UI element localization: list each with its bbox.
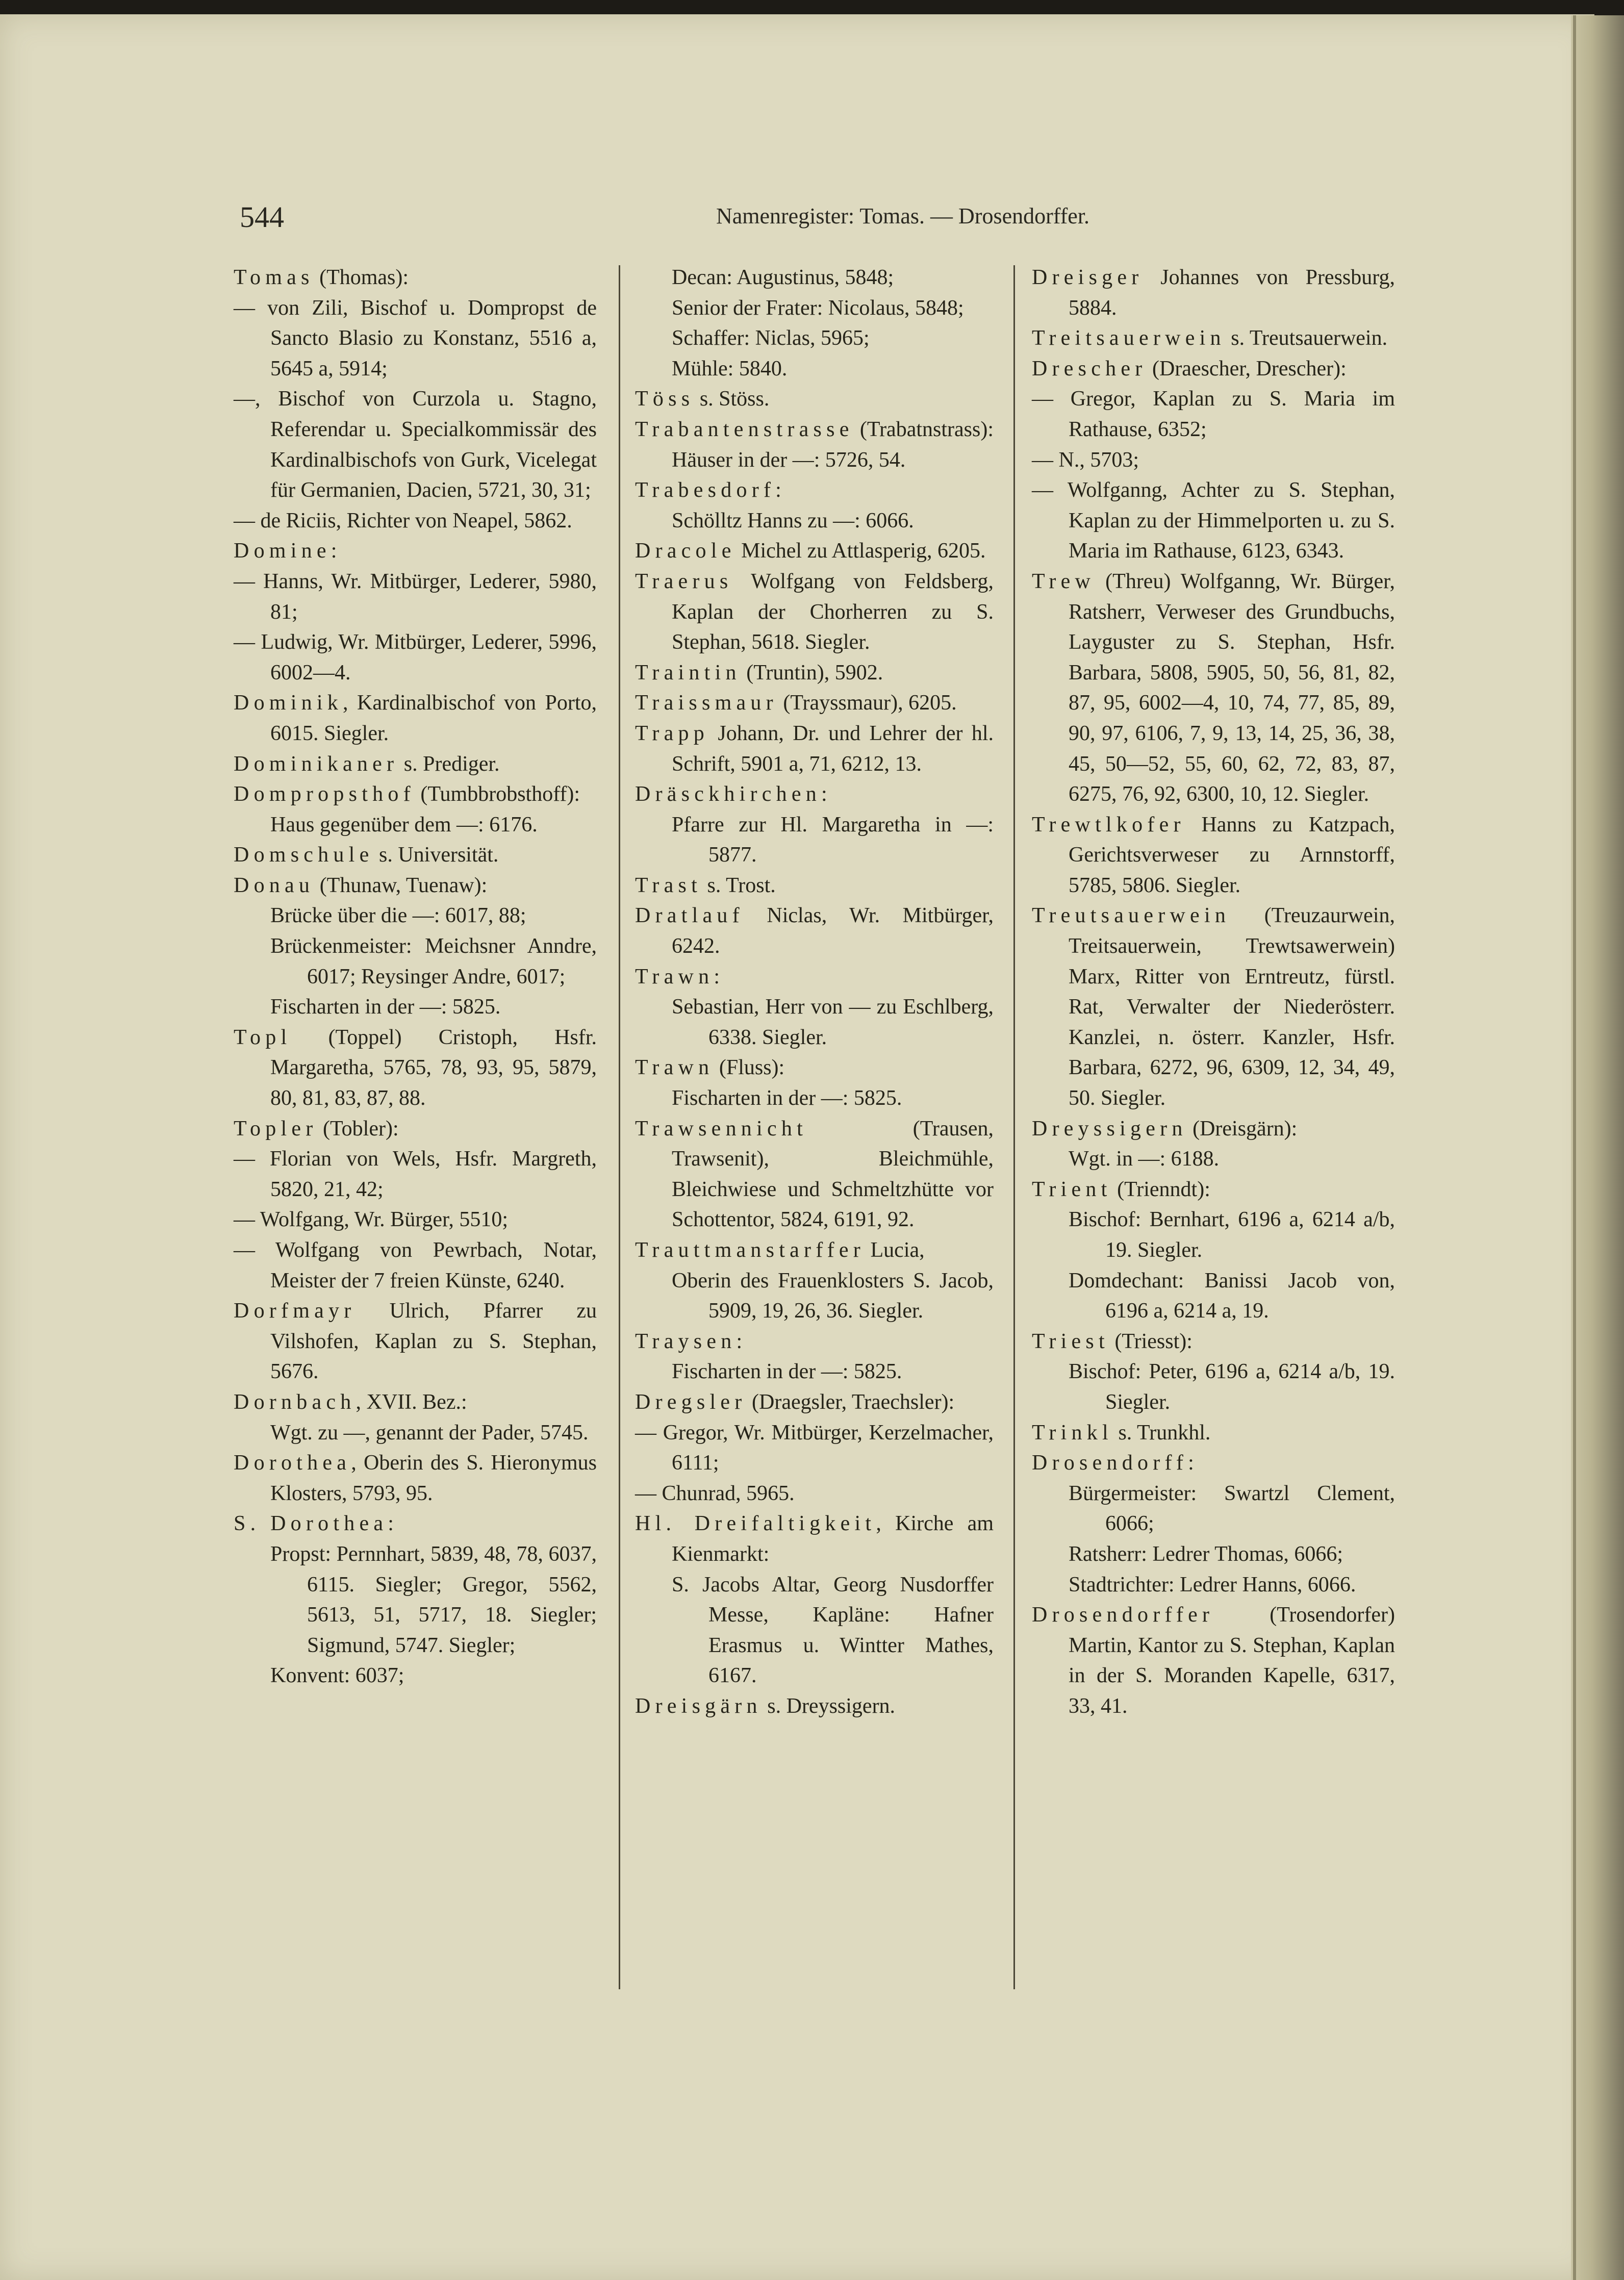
entry-text: Johannes von Pressburg, 5884. bbox=[1069, 266, 1395, 320]
entry-headword: Drosendorff bbox=[1032, 1451, 1188, 1475]
entry-text: : bbox=[1188, 1451, 1194, 1475]
entry-text: (Dreisgärn): bbox=[1187, 1117, 1298, 1141]
entry-text: (Trayssmaur), 6205. bbox=[777, 691, 957, 715]
entry-headword: Dorfmayr bbox=[234, 1299, 356, 1323]
entry-headword: Dreisger bbox=[1032, 266, 1144, 289]
entry-headword: Trabantenstrasse bbox=[635, 417, 854, 441]
index-subentry: — Wolfgang, Wr. Bürger, 5510; bbox=[234, 1208, 509, 1232]
entry-text: , Kirche am Kienmarkt: bbox=[672, 1512, 994, 1566]
entry-headword: Trawsennicht bbox=[635, 1117, 807, 1141]
entry-headword: Drescher bbox=[1032, 357, 1147, 381]
index-subentry: Brückenmeister: Meichsner Anndre, 6017; Reysinger Andre, 6017; bbox=[270, 934, 597, 989]
index-entry bbox=[234, 749, 597, 780]
index-subentry: Stadtrichter: Ledrer Hanns, 6066. bbox=[1069, 1573, 1356, 1597]
index-entry bbox=[234, 1509, 597, 1539]
entry-text: (Triesst): bbox=[1109, 1329, 1192, 1353]
index-entry bbox=[234, 1448, 597, 1509]
index-entry bbox=[635, 779, 994, 810]
index-subentry: Fischarten in der —: 5825. bbox=[672, 1360, 902, 1384]
index-subentry: — Gregor, Wr. Mitbürger, Kerzelmacher, 6111; bbox=[635, 1421, 994, 1475]
page-header bbox=[240, 200, 1398, 241]
entry-headword: Trapp bbox=[635, 721, 709, 745]
entry-headword: Traerus bbox=[635, 569, 733, 593]
index-entry bbox=[234, 1387, 597, 1418]
index-entry bbox=[635, 567, 994, 658]
index-subentry: —, Bischof von Curzola u. Stagno, Referendar u. Specialkommissär des Kardinalbischofs von Gurk, Vicelegat für Germanien, Dacien, 5721, 30, 31; bbox=[234, 387, 597, 502]
entry-text: Lucia, bbox=[865, 1238, 925, 1262]
index-subentry: Wgt. zu —, genannt der Pader, 5745. bbox=[270, 1421, 589, 1445]
index-subentry: Bischof: Bernhart, 6196 a, 6214 a/b, 19. Siegler. bbox=[1069, 1208, 1395, 1262]
entry-text: , Kardinalbischof von Porto, 6015. Siegler. bbox=[270, 691, 597, 745]
index-entry bbox=[635, 1114, 994, 1235]
index-subentry: Propst: Pernnhart, 5839, 48, 78, 6037, 6115. Siegler; Gregor, 5562, 5613, 51, 5717, 18. Siegler; Sigmund, 5747. Siegler; bbox=[270, 1542, 597, 1657]
entry-text: s. Treutsauerwein. bbox=[1225, 326, 1388, 350]
entry-headword: Donau bbox=[234, 873, 315, 897]
entry-headword: Trauttmanstarffer bbox=[635, 1238, 866, 1262]
index-entry bbox=[635, 1053, 994, 1083]
index-entry bbox=[635, 658, 994, 689]
entry-headword: Dorothea bbox=[234, 1451, 351, 1475]
entry-text: : bbox=[388, 1512, 394, 1536]
index-column-2 bbox=[635, 263, 994, 1722]
index-entry bbox=[234, 1296, 597, 1387]
index-subentry: Ratsherr: Ledrer Thomas, 6066; bbox=[1069, 1542, 1343, 1566]
index-entry bbox=[635, 1509, 994, 1569]
index-entry bbox=[234, 871, 597, 901]
index-column-1 bbox=[234, 263, 597, 1691]
entry-headword: Dratlauf bbox=[635, 904, 744, 928]
entry-text: : bbox=[821, 782, 827, 806]
index-entry bbox=[1032, 1600, 1395, 1721]
entry-headword: Triest bbox=[1032, 1329, 1109, 1353]
entry-headword: Topl bbox=[234, 1025, 292, 1049]
index-entry bbox=[635, 415, 994, 475]
index-subentry: — Florian von Wels, Hsfr. Margreth, 5820, 21, 42; bbox=[234, 1147, 597, 1201]
index-entry bbox=[234, 263, 597, 293]
index-entry bbox=[234, 1114, 597, 1145]
index-entry bbox=[635, 1691, 994, 1722]
index-entry bbox=[635, 962, 994, 993]
index-subentry: — Hanns, Wr. Mitbürger, Lederer, 5980, 81; bbox=[234, 569, 597, 624]
entry-headword: Dominik bbox=[234, 691, 343, 715]
index-subentry: — Wolfgang von Pewrbach, Notar, Meister der 7 freien Künste, 6240. bbox=[234, 1238, 597, 1293]
index-entry bbox=[234, 779, 597, 810]
index-entry bbox=[234, 688, 597, 749]
entry-text: (Trosendorfer) Martin, Kantor zu S. Stephan, Kaplan in der S. Moranden Kapelle, 6317, 33, 41. bbox=[1069, 1603, 1395, 1718]
index-entry bbox=[1032, 1114, 1395, 1145]
index-column-3 bbox=[1032, 263, 1395, 1722]
index-subentry: Bürgermeister: Swartzl Clement, 6066; bbox=[1069, 1481, 1395, 1536]
entry-headword: Topler bbox=[234, 1117, 318, 1141]
entry-headword: Dornbach bbox=[234, 1390, 356, 1414]
index-subentry: Bischof: Peter, 6196 a, 6214 a/b, 19. Siegler. bbox=[1069, 1360, 1395, 1414]
entry-text: (Treuzaurwein, Treitsauerwein, Trewtsawerwein) Marx, Ritter von Erntreutz, fürstl. Rat, Verwalter der Niederösterr. Kanzlei, n. österr. Kanzler, Hsfr. Barbara, 6272, 96, 6309, 12, 34, 49, 50. Siegler. bbox=[1069, 904, 1395, 1110]
index-subentry: — de Riciis, Richter von Neapel, 5862. bbox=[234, 509, 572, 533]
entry-text: , XVII. Bez.: bbox=[356, 1390, 467, 1414]
index-subentry: S. Jacobs Altar, Georg Nusdorffer Messe, Kapläne: Hafner Erasmus u. Wintter Mathes, 6167. bbox=[672, 1573, 994, 1688]
entry-text: s. Universität. bbox=[373, 843, 499, 867]
entry-headword: S. Dorothea bbox=[234, 1512, 388, 1536]
index-entry bbox=[234, 1023, 597, 1114]
entry-text: s. Prediger. bbox=[398, 752, 500, 776]
index-entry bbox=[1032, 1175, 1395, 1205]
index-subentry: Domdechant: Banissi Jacob von, 6196 a, 6214 a, 19. bbox=[1069, 1269, 1395, 1323]
index-entry bbox=[635, 719, 994, 779]
entry-text: (Draescher, Drescher): bbox=[1147, 357, 1347, 381]
entry-headword: Hl. Dreifaltigkeit bbox=[635, 1512, 876, 1536]
entry-text: (Trausen, Trawsenit), Bleichmühle, Bleichwiese und Schmeltzhütte vor Schottentor, 5824, 6191, 92. bbox=[672, 1117, 994, 1232]
entry-headword: Trew bbox=[1032, 569, 1096, 593]
entry-text: : bbox=[775, 478, 781, 502]
entry-text: (Draegsler, Traechsler): bbox=[746, 1390, 955, 1414]
index-entry bbox=[635, 536, 994, 567]
index-subentry: Fischarten in der —: 5825. bbox=[672, 1086, 902, 1110]
entry-text: (Truntin), 5902. bbox=[741, 661, 883, 685]
entry-headword: Trewtlkofer bbox=[1032, 813, 1185, 837]
index-subentry: Fischarten in der —: 5825. bbox=[270, 995, 501, 1019]
entry-text: Wolfgang von Feldsberg, Kaplan der Chorherren zu S. Stephan, 5618. Siegler. bbox=[672, 569, 994, 654]
index-subentry: — Chunrad, 5965. bbox=[635, 1481, 795, 1505]
entry-headword: Dracole bbox=[635, 539, 736, 563]
index-subentry: Oberin des Frauenklosters S. Jacob, 5909, 19, 26, 36. Siegler. bbox=[672, 1269, 994, 1323]
entry-headword: Treitsauerwein bbox=[1032, 326, 1226, 350]
index-entry bbox=[1032, 901, 1395, 1113]
index-subentry: Wgt. in —: 6188. bbox=[1069, 1147, 1220, 1171]
index-subentry: — Gregor, Kaplan zu S. Maria im Rathause, 6352; bbox=[1032, 387, 1395, 441]
entry-text: : bbox=[331, 539, 337, 563]
index-entry bbox=[635, 1387, 994, 1418]
index-subentry: Konvent: 6037; bbox=[270, 1664, 404, 1688]
entry-headword: Traintin bbox=[635, 661, 741, 685]
entry-text: Johann, Dr. und Lehrer der hl. Schrift, 5901 a, 71, 6212, 13. bbox=[672, 721, 994, 776]
index-subentry: Senior der Frater: Nicolaus, 5848; bbox=[672, 296, 964, 320]
index-entry bbox=[1032, 323, 1395, 354]
entry-text: s. Trost. bbox=[702, 873, 776, 897]
entry-headword: Tomas bbox=[234, 266, 314, 289]
entry-headword: Trast bbox=[635, 873, 702, 897]
index-entry bbox=[234, 536, 597, 567]
entry-text: (Trienndt): bbox=[1111, 1177, 1210, 1201]
entry-text: Michel zu Attlasperig, 6205. bbox=[735, 539, 986, 563]
entry-headword: Domschule bbox=[234, 843, 374, 867]
index-subentry: Haus gegenüber dem —: 6176. bbox=[270, 813, 538, 837]
entry-text: : bbox=[736, 1329, 743, 1353]
entry-headword: Dräsckhirchen bbox=[635, 782, 822, 806]
index-entry bbox=[1032, 1448, 1395, 1479]
entry-headword: Dregsler bbox=[635, 1390, 747, 1414]
index-entry bbox=[1032, 1327, 1395, 1357]
entry-headword: Treutsauerwein bbox=[1032, 904, 1231, 928]
index-entry bbox=[635, 1327, 994, 1357]
entry-headword: Drosendorffer bbox=[1032, 1603, 1214, 1627]
entry-text: s. Stöss. bbox=[694, 387, 770, 411]
index-entry bbox=[1032, 354, 1395, 385]
entry-headword: Trinkl bbox=[1032, 1421, 1113, 1445]
entry-text: s. Dreyssigern. bbox=[762, 1694, 896, 1718]
entry-text: Hanns zu Katzpach, Gerichtsverweser zu Arnnstorff, 5785, 5806. Siegler. bbox=[1069, 813, 1395, 897]
entry-text: (Fluss): bbox=[714, 1056, 785, 1080]
entry-headword: Traysen bbox=[635, 1329, 737, 1353]
column-divider bbox=[619, 265, 620, 1989]
index-subentry: Mühle: 5840. bbox=[672, 357, 788, 381]
entry-text: (Threu) Wolfganng, Wr. Bürger, Ratsherr, Verweser des Grundbuchs, Layguster zu S. Stephan, Hsfr. Barbara, 5808, 5905, 50, 56, 81, 82, 87, 95, 6002—4, 10, 74, 77, 85, 89, 90, 97, 6106, 7, 9, 13, 14, 25, 36, 38, 45, 50—52, 55, 60, 62, 72, 83, 87, 6275, 76, 92, 6300, 10, 12. Siegler. bbox=[1069, 569, 1395, 806]
page-fold-line bbox=[1573, 15, 1576, 2280]
index-subentry: Schaffer: Niclas, 5965; bbox=[672, 326, 870, 350]
index-entry bbox=[1032, 263, 1395, 323]
index-entry bbox=[1032, 810, 1395, 901]
entry-headword: Trient bbox=[1032, 1177, 1112, 1201]
entry-text: (Toppel) Cristoph, Hsfr. Margaretha, 5765, 78, 93, 95, 5879, 80, 81, 83, 87, 88. bbox=[270, 1025, 597, 1110]
column-divider bbox=[1013, 265, 1015, 1989]
entry-headword: Trabesdorf bbox=[635, 478, 776, 502]
entry-headword: Domine bbox=[234, 539, 331, 563]
index-entry bbox=[635, 871, 994, 901]
running-title: Namenregister: Tomas. — Drosendorffer. bbox=[716, 204, 1090, 229]
book-edge bbox=[1571, 15, 1624, 2280]
entry-text: (Thomas): bbox=[314, 266, 409, 289]
entry-text: (Trabatnstrass): Häuser in der —: 5726, 54. bbox=[672, 417, 994, 472]
index-subentry: Pfarre zur Hl. Margaretha in —: 5877. bbox=[672, 813, 994, 867]
index-entry bbox=[635, 901, 994, 961]
page-number: 544 bbox=[240, 200, 284, 234]
index-entry bbox=[234, 840, 597, 871]
index-subentry: Brücke über die —: 6017, 88; bbox=[270, 904, 526, 928]
entry-headword: Trawn bbox=[635, 965, 714, 989]
entry-headword: Dominikaner bbox=[234, 752, 399, 776]
entry-headword: Trawn bbox=[635, 1056, 714, 1080]
entry-headword: Traissmaur bbox=[635, 691, 778, 715]
index-subentry: Sebastian, Herr von — zu Eschlberg, 6338. Siegler. bbox=[672, 995, 994, 1049]
entry-headword: Töss bbox=[635, 387, 695, 411]
index-subentry: — N., 5703; bbox=[1032, 448, 1139, 472]
entry-headword: Dreisgärn bbox=[635, 1694, 762, 1718]
index-subentry: — Ludwig, Wr. Mitbürger, Lederer, 5996, 6002—4. bbox=[234, 630, 597, 685]
entry-text: (Thunaw, Tuenaw): bbox=[314, 873, 488, 897]
index-entry bbox=[1032, 1418, 1395, 1449]
entry-text: (Tumbbrobsthoff): bbox=[415, 782, 580, 806]
entry-text: : bbox=[714, 965, 720, 989]
index-entry bbox=[635, 384, 994, 415]
entry-text: , Oberin des S. Hieronymus Klosters, 5793, 95. bbox=[270, 1451, 597, 1505]
index-entry bbox=[635, 1235, 994, 1266]
entry-headword: Dompropsthof bbox=[234, 782, 415, 806]
index-entry bbox=[635, 475, 994, 506]
entry-text: Ulrich, Pfarrer zu Vilshofen, Kaplan zu S. Stephan, 5676. bbox=[270, 1299, 597, 1384]
index-entry bbox=[635, 688, 994, 719]
index-subentry: Decan: Augustinus, 5848; bbox=[672, 266, 894, 289]
entry-headword: Dreyssigern bbox=[1032, 1117, 1187, 1141]
index-subentry: Schölltz Hanns zu —: 6066. bbox=[672, 509, 914, 533]
index-subentry: — Wolfganng, Achter zu S. Stephan, Kaplan zu der Himmelporten u. zu S. Maria im Rathause, 6123, 6343. bbox=[1032, 478, 1395, 563]
index-subentry: — von Zili, Bischof u. Dompropst de Sancto Blasio zu Konstanz, 5516 a, 5645 a, 5914; bbox=[234, 296, 597, 381]
index-entry bbox=[1032, 567, 1395, 810]
entry-text: s. Trunkhl. bbox=[1112, 1421, 1211, 1445]
entry-text: Niclas, Wr. Mitbürger, 6242. bbox=[672, 904, 994, 958]
entry-text: (Tobler): bbox=[317, 1117, 399, 1141]
